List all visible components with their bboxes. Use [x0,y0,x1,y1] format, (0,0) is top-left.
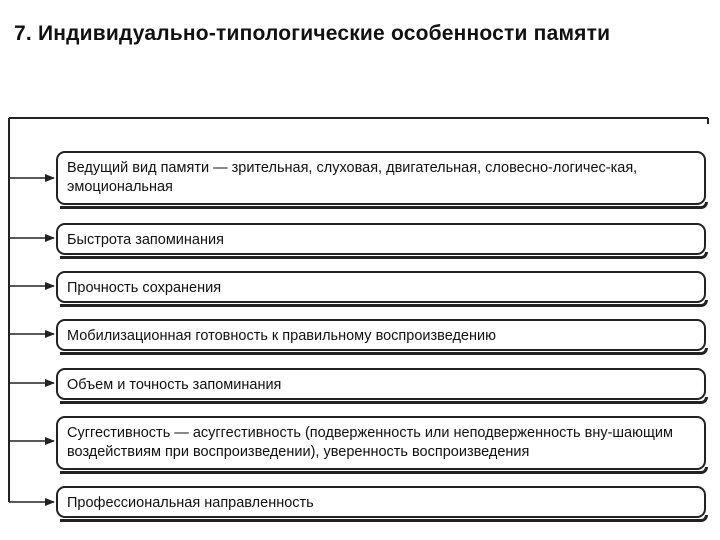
item-box-retention-strength [56,271,706,303]
item-text: Быстрота запоминания [67,232,224,248]
item-box-mobilization-readiness [56,319,706,351]
item-box-memorization-speed [56,223,706,255]
item-box-suggestibility [56,416,706,470]
item-text: Прочность сохранения [67,280,222,296]
item-text: Профессиональная направленность [67,495,314,511]
item-text: Ведущий вид памяти — зрительная, слуховая, двигательная, словесно-логичес-кая, эмоциональная [67,160,638,195]
item-text: Суггестивность — асуггестивность (подверженность или неподверженность вну-шающим воздействиям при воспроизведении), уверенность воспроизведения [67,425,673,460]
item-text: Мобилизационная готовность к правильному воспроизведению [67,328,496,344]
page-title: 7. Индивидуально-типологические особенности памяти [14,22,611,45]
item-text: Объем и точность запоминания [67,377,282,393]
item-box-leading-memory-type [56,151,706,205]
item-box-professional-orientation [56,486,706,518]
item-box-volume-accuracy [56,368,706,400]
